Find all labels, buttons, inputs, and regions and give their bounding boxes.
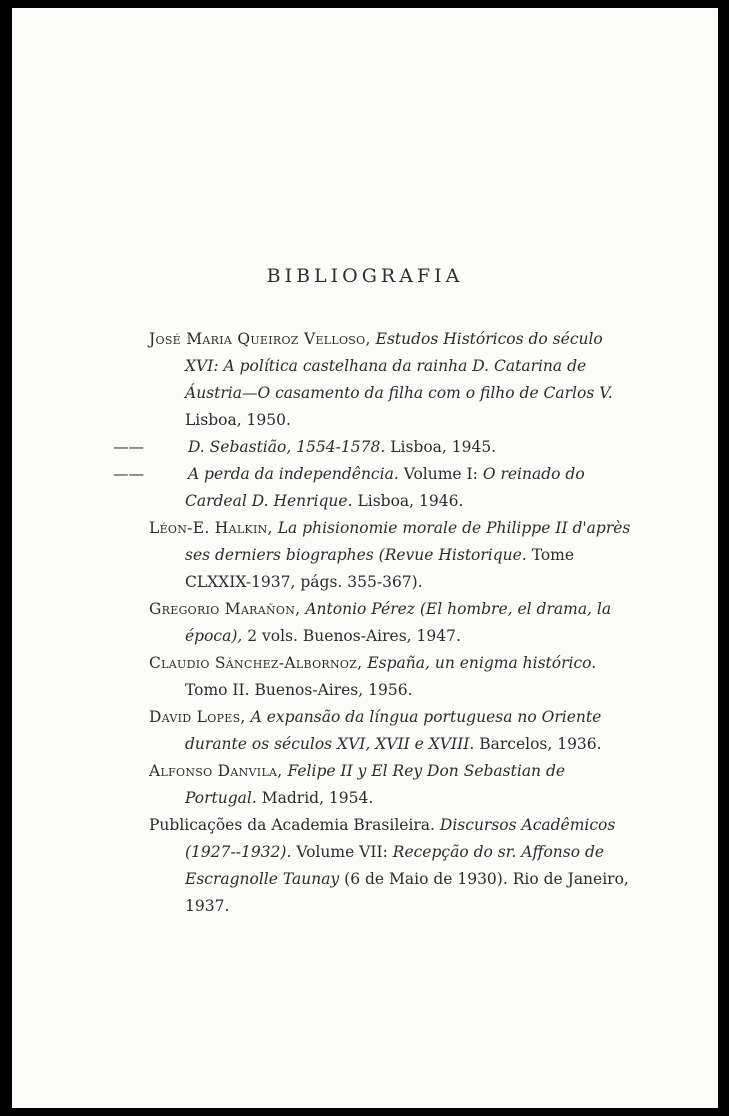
bibliography-list — [113, 326, 635, 920]
bib-title: A perda da independência. — [187, 465, 399, 483]
bib-entry — [113, 434, 635, 461]
bib-details: Lisboa, 1945. — [390, 438, 497, 456]
bib-entry — [149, 704, 635, 758]
bib-subtitle: Recepção do sr. Affonso de Escragnolle Taunay — [185, 843, 605, 888]
bib-author: Claudio Sánchez-Albornoz, — [149, 654, 363, 672]
bib-details-pre: Volume I: — [403, 465, 478, 483]
repeat-dash: —— — [113, 438, 144, 456]
bib-title: A expansão da língua portuguesa no Oriente durante os séculos XVI, XVII e XVIII. — [185, 708, 602, 753]
bib-details: Barcelos, 1936. — [479, 735, 602, 753]
bib-entry — [149, 758, 635, 812]
bib-subtitle: O reinado do Cardeal D. Henrique. — [185, 465, 585, 510]
bib-entry — [149, 650, 635, 704]
bib-details: Madrid, 1954. — [261, 789, 374, 807]
bib-author: Publicações da Academia Brasileira. — [149, 816, 435, 834]
bib-title: D. Sebastião, 1554-1578. — [187, 438, 386, 456]
bib-title: Felipe II y El Rey Don Sebastian de Portugal. — [185, 762, 566, 807]
bib-title: Discursos Acadêmicos (1927--1932). — [185, 816, 616, 861]
bib-entry — [113, 461, 635, 515]
bib-details: 2 vols. Buenos-Aires, 1947. — [247, 627, 461, 645]
bib-details: Lisboa, 1950. — [185, 411, 291, 429]
bib-details: (6 de Maio de 1930). Rio de Janeiro, 1937. — [185, 870, 629, 915]
bib-title: Antonio Pérez (El hombre, el drama, la época), — [185, 600, 612, 645]
bib-entry — [149, 326, 635, 434]
bib-details: Lisboa, 1946. — [357, 492, 464, 510]
bib-details-pre: Volume VII: — [296, 843, 388, 861]
bib-entry — [149, 596, 635, 650]
bib-details: Tomo II. Buenos-Aires, 1956. — [185, 681, 413, 699]
bib-author: Alfonso Danvila, — [149, 762, 283, 780]
bib-entry — [149, 515, 635, 596]
bib-author: Léon-E. Halkin, — [149, 519, 273, 537]
bib-author: José Maria Queiroz Velloso, — [149, 330, 371, 348]
bib-author: Gregorio Marañon, — [149, 600, 301, 618]
document-page — [12, 8, 718, 1108]
page-title: BIBLIOGRAFIA — [266, 265, 464, 287]
bib-title: España, un enigma histórico. — [367, 654, 597, 672]
bib-entry — [149, 812, 635, 920]
bib-title: La phisionomie morale de Philippe II d'après ses derniers biographes (Revue Historique. — [185, 519, 631, 564]
bib-title: Estudos Históricos do século XVI: A política castelhana da rainha D. Catarina de Áustria—O casamento da filha com o filho de Carlos V. — [185, 330, 613, 402]
bib-details: Tome CLXXIX-1937, págs. 355-367). — [185, 546, 575, 591]
bib-author: David Lopes, — [149, 708, 246, 726]
repeat-dash: —— — [113, 465, 144, 483]
